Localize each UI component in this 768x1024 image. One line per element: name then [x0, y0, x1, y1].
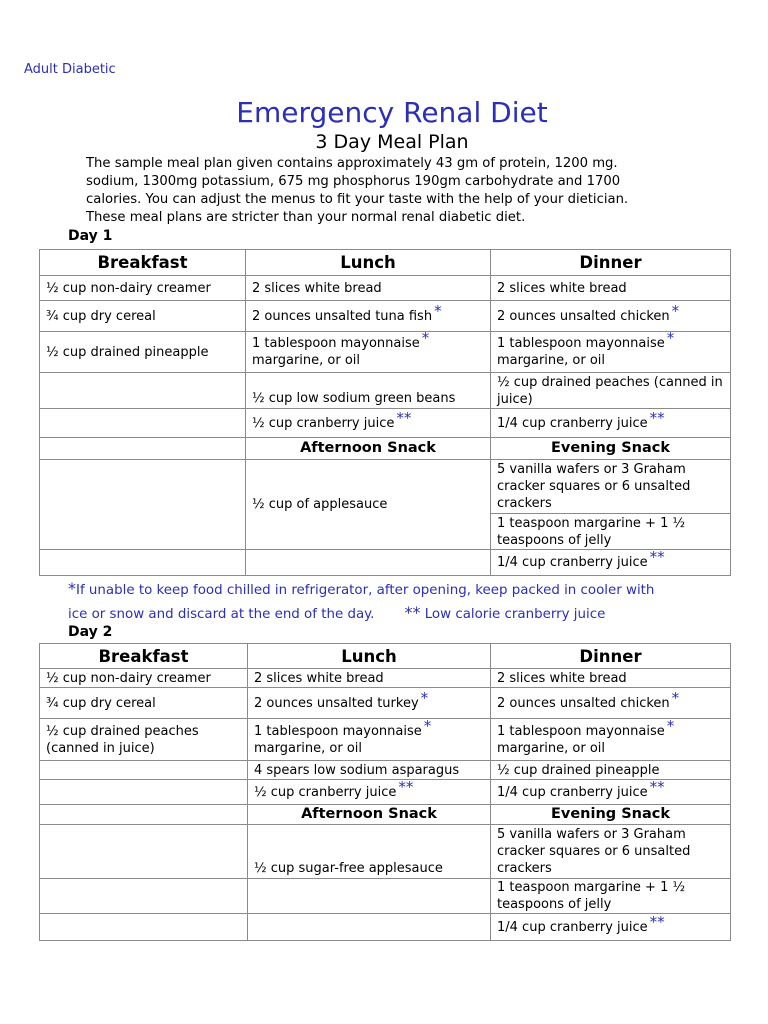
empty-cell [40, 825, 248, 879]
snack-header-row [40, 805, 731, 825]
breakfast-cell [40, 780, 248, 805]
dinner-cell: 2 slices white bread [491, 669, 731, 688]
chilled-note-mark: * [434, 301, 442, 320]
cell-text: 1/4 cup cranberry juice [497, 919, 648, 935]
cell-text: 1 tablespoon mayonnaise [252, 336, 420, 351]
evening-snack-cell [491, 550, 731, 576]
intro-line: sodium, 1300mg potassium, 675 mg phosphorus 190gm carbohydrate and 1700 [86, 174, 621, 189]
cell-text: 1 tablespoon mayonnaise [497, 336, 665, 351]
empty-cell [40, 914, 248, 941]
cell-text: margarine, or oil [497, 353, 606, 368]
empty-cell [40, 805, 248, 825]
table-row [40, 825, 731, 879]
table-row [40, 719, 731, 761]
table-row [40, 761, 731, 780]
dinner-cell [491, 409, 731, 438]
dinner-cell: ½ cup drained peaches (canned in juice) [491, 373, 731, 409]
cell-text: 2 ounces unsalted tuna fish [252, 308, 433, 324]
day1-meal-table [39, 249, 731, 576]
breakfast-cell: ¾ cup dry cereal [40, 688, 248, 719]
evening-snack-cell [491, 914, 731, 941]
breakfast-cell [40, 761, 248, 780]
lunch-cell [246, 409, 491, 438]
afternoon-snack-cell: ½ cup sugar-free applesauce [248, 825, 491, 879]
evening-snack-cell: 1 teaspoon margarine + 1 ½ teaspoons of jelly [491, 879, 731, 914]
table-row [40, 301, 731, 332]
footnote-line [68, 602, 748, 626]
low-calorie-note-mark: ** [396, 408, 412, 427]
intro-line: calories. You can adjust the menus to fit your taste with the help of your dietician. [86, 192, 629, 207]
low-calorie-note-mark: ** [649, 548, 665, 566]
dinner-header: Dinner [491, 250, 731, 276]
chilled-note-mark: * [671, 688, 680, 707]
dinner-cell [491, 688, 731, 719]
cell-text: margarine, or oil [252, 353, 361, 368]
dinner-cell: ½ cup drained pineapple [491, 761, 731, 780]
low-calorie-note-mark: ** [398, 777, 414, 796]
breakfast-cell: ½ cup drained pineapple [40, 332, 246, 373]
breakfast-cell: ½ cup non-dairy creamer [40, 669, 248, 688]
table-row [40, 550, 731, 576]
day1-label: Day 1 [68, 228, 113, 244]
lunch-cell [248, 777, 491, 805]
evening-snack-header: Evening Snack [491, 805, 731, 825]
evening-snack-cell: 1 teaspoon margarine + 1 ½ teaspoons of jelly [491, 514, 731, 550]
footnote-text: Low calorie cranberry juice [424, 607, 606, 622]
dinner-cell [491, 301, 731, 332]
page-subtitle: 3 Day Meal Plan [315, 131, 469, 153]
cell-text: ½ cup cranberry juice [254, 784, 397, 800]
lunch-cell: 4 spears low sodium asparagus [248, 761, 491, 780]
lunch-header: Lunch [246, 250, 491, 276]
dinner-header: Dinner [491, 644, 731, 669]
empty-cell [40, 550, 246, 576]
table-row [40, 879, 731, 914]
low-calorie-note-mark: ** [649, 408, 665, 427]
empty-cell [246, 550, 491, 576]
table-row [40, 688, 731, 719]
table-row [40, 669, 731, 688]
cell-text: 1/4 cup cranberry juice [497, 784, 648, 800]
low-calorie-note-mark: ** [649, 912, 665, 931]
breakfast-cell [40, 373, 246, 409]
dinner-cell [491, 329, 731, 373]
cell-text: 1 tablespoon mayonnaise [254, 723, 422, 739]
breakfast-cell: ½ cup drained peaches (canned in juice) [40, 719, 248, 761]
afternoon-snack-header: Afternoon Snack [246, 438, 491, 460]
footnote-mark: * [68, 579, 76, 598]
cell-text: margarine, or oil [254, 740, 363, 756]
low-calorie-note-mark: ** [649, 777, 665, 796]
breakfast-header: Breakfast [40, 250, 246, 276]
lunch-cell: 2 slices white bread [246, 276, 491, 301]
table-row [40, 460, 731, 514]
lunch-cell [248, 688, 491, 719]
chilled-note-mark: * [423, 716, 432, 735]
chilled-note-mark: * [666, 329, 675, 347]
table-row [40, 914, 731, 941]
day2-label: Day 2 [68, 624, 113, 640]
lunch-cell [246, 329, 491, 373]
cell-text: 2 ounces unsalted chicken [497, 308, 670, 324]
evening-snack-cell: 5 vanilla wafers or 3 Graham cracker squares or 6 unsalted crackers [491, 460, 731, 514]
lunch-header: Lunch [248, 644, 491, 669]
cell-text: 1 tablespoon mayonnaise [497, 723, 665, 739]
footnote-mark: ** [404, 603, 421, 622]
table-row [40, 409, 731, 438]
afternoon-snack-cell: ½ cup of applesauce [246, 460, 491, 550]
intro-paragraph [86, 155, 706, 227]
cell-text: 2 ounces unsalted turkey [254, 695, 419, 711]
page-title: Emergency Renal Diet [236, 96, 548, 129]
empty-cell [40, 438, 246, 460]
cell-text: ½ cup cranberry juice [252, 415, 395, 431]
table-row [40, 780, 731, 805]
table-row [40, 373, 731, 409]
day2-meal-table [39, 643, 731, 941]
cell-text: 1/4 cup cranberry juice [497, 555, 648, 570]
footnote-line [68, 578, 748, 602]
breakfast-cell: ¾ cup dry cereal [40, 301, 246, 332]
chilled-note-mark: * [420, 688, 429, 707]
table-header-row [40, 644, 731, 669]
footnote-text: ice or snow and discard at the end of the day. [68, 607, 375, 622]
lunch-cell [248, 716, 491, 761]
lunch-cell: ½ cup low sodium green beans [246, 373, 491, 409]
footnote [68, 578, 748, 626]
empty-cell [248, 879, 491, 914]
empty-cell [40, 460, 246, 550]
empty-cell [40, 879, 248, 914]
dinner-cell [491, 716, 731, 761]
dinner-cell: 2 slices white bread [491, 276, 731, 301]
cell-text: 2 ounces unsalted chicken [497, 695, 670, 711]
breakfast-cell: ½ cup non-dairy creamer [40, 276, 246, 301]
cell-text: margarine, or oil [497, 740, 606, 756]
table-row [40, 276, 731, 301]
table-header-row [40, 250, 731, 276]
breakfast-cell [40, 409, 246, 438]
afternoon-snack-header: Afternoon Snack [248, 805, 491, 825]
intro-line: The sample meal plan given contains approximately 43 gm of protein, 1200 mg. [86, 156, 618, 171]
evening-snack-cell: 5 vanilla wafers or 3 Graham cracker squares or 6 unsalted crackers [491, 825, 731, 879]
dinner-cell [491, 777, 731, 805]
chilled-note-mark: * [666, 716, 675, 735]
chilled-note-mark: * [421, 329, 430, 347]
lunch-cell: 2 slices white bread [248, 669, 491, 688]
cell-text: 1/4 cup cranberry juice [497, 415, 648, 431]
evening-snack-header: Evening Snack [491, 438, 731, 460]
chilled-note-mark: * [671, 301, 680, 320]
header-tag: Adult Diabetic [24, 62, 116, 77]
breakfast-header: Breakfast [40, 644, 248, 669]
table-row [40, 332, 731, 373]
empty-cell [248, 914, 491, 941]
intro-line: These meal plans are stricter than your normal renal diabetic diet. [86, 210, 526, 225]
snack-header-row [40, 438, 731, 460]
lunch-cell [246, 301, 491, 332]
footnote-text: If unable to keep food chilled in refrigerator, after opening, keep packed in cooler with [76, 583, 655, 598]
